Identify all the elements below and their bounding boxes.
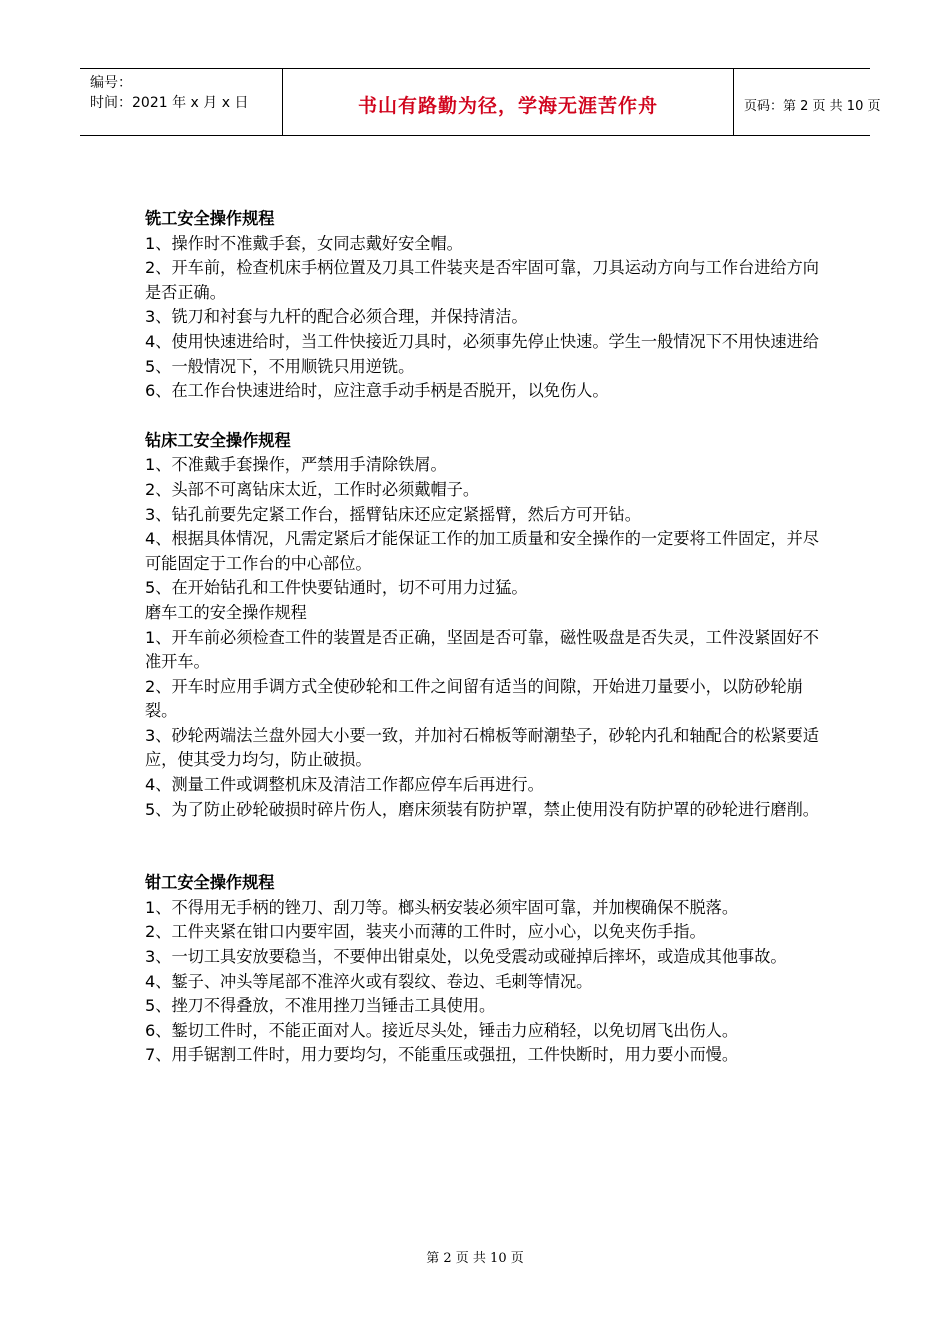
rule-item: 3、砂轮两端法兰盘外园大小要一致，并加衬石棉板等耐潮垫子，砂轮内孔和轴配合的松紧要适应，使其受力均匀，防止破损。	[145, 725, 819, 770]
rule-item: 5、在开始钻孔和工件快要钻通时，切不可用力过猛。	[145, 578, 528, 598]
rule-item: 1、不得用无手柄的锉刀、刮刀等。榔头柄安装必须牢固可靠，并加楔确保不脱落。	[145, 897, 739, 917]
rule-item: 5、挫刀不得叠放，不准用挫刀当锤击工具使用。	[145, 996, 496, 1016]
rule-item: 6、在工作台快速进给时，应注意手动手柄是否脱开，以免伤人。	[145, 381, 609, 401]
rule-item: 1、操作时不准戴手套，女同志戴好安全帽。	[145, 233, 463, 253]
rule-item: 2、开车前，检查机床手柄位置及刀具工件装夹是否牢固可靠，刀具运动方向与工作台进给方向是否正确。	[145, 258, 819, 302]
rule-item: 5、一般情况下，不用顺铣只用逆铣。	[145, 356, 415, 376]
page-footer: 第 2 页 共 10 页	[426, 1251, 524, 1266]
rule-item: 1、开车前必须检查工件的装置是否正确，坚固是否可靠，磁性吸盘是否失灵，工件没紧固好不准开车。	[145, 627, 819, 672]
section-title-fitter: 钳工安全操作规程	[145, 873, 275, 893]
header-meta-cell	[80, 69, 283, 135]
page-header	[80, 68, 881, 136]
rule-item: 5、为了防止砂轮破损时碎片伤人，磨床须装有防护罩，禁止使用没有防护罩的砂轮进行磨削。	[145, 799, 819, 819]
section-spacer	[145, 822, 820, 871]
document-body	[145, 207, 820, 1068]
rule-item: 4、根据具体情况，凡需定紧后才能保证工作的加工质量和安全操作的一定要将工件固定，并尽可能固定于工作台的中心部位。	[145, 529, 819, 573]
document-date-label: 时间：2021 年 x 月 x 日	[90, 95, 249, 111]
section-title-milling: 铣工安全操作规程	[145, 209, 275, 228]
header-motto: 书山有路勤为径，学海无涯苦作舟	[357, 95, 658, 117]
rule-item: 4、测量工件或调整机床及清洁工作都应停车后再进行。	[145, 775, 544, 795]
section-title-drilling: 钻床工安全操作规程	[145, 430, 291, 450]
header-motto-cell	[283, 69, 734, 135]
rule-item: 7、用手锯割工件时，用力要均匀，不能重压或强扭，工件快断时，用力要小而慢。	[145, 1045, 739, 1065]
section-title-grinding: 磨车工的安全操作规程	[145, 602, 307, 622]
rule-item: 3、一切工具安放要稳当，不要伸出钳桌处，以免受震动或碰掉后摔坏，或造成其他事故。	[145, 947, 787, 967]
document-number-label: 编号：	[90, 75, 132, 91]
rule-item: 2、头部不可离钻床太近，工作时必须戴帽子。	[145, 479, 480, 499]
header-page-cell	[734, 69, 881, 135]
rule-item: 3、钻孔前要先定紧工作台，摇臂钻床还应定紧摇臂，然后方可开钻。	[145, 504, 641, 524]
header-page-number: 页码：第 2 页 共 10 页	[744, 99, 881, 114]
rule-item: 4、錾子、冲头等尾部不准淬火或有裂纹、卷边、毛刺等情况。	[145, 971, 593, 991]
section-spacer	[145, 404, 820, 429]
rule-item: 2、开车时应用手调方式全使砂轮和工件之间留有适当的间隙，开始进刀量要小，以防砂轮崩裂。	[145, 676, 803, 721]
rule-item: 1、不准戴手套操作，严禁用手清除铁屑。	[145, 455, 447, 475]
rule-item: 6、錾切工件时，不能正面对人。接近尽头处，锤击力应稍轻，以免切屑飞出伤人。	[145, 1020, 739, 1040]
rule-item: 4、使用快速进给时，当工件快接近刀具时，必须事先停止快速。学生一般情况下不用快速进给	[145, 331, 819, 351]
rule-item: 3、铣刀和衬套与九杆的配合必须合理，并保持清洁。	[145, 307, 528, 327]
rule-item: 2、工件夹紧在钳口内要牢固，装夹小而薄的工件时，应小心，以免夹伤手指。	[145, 922, 706, 942]
